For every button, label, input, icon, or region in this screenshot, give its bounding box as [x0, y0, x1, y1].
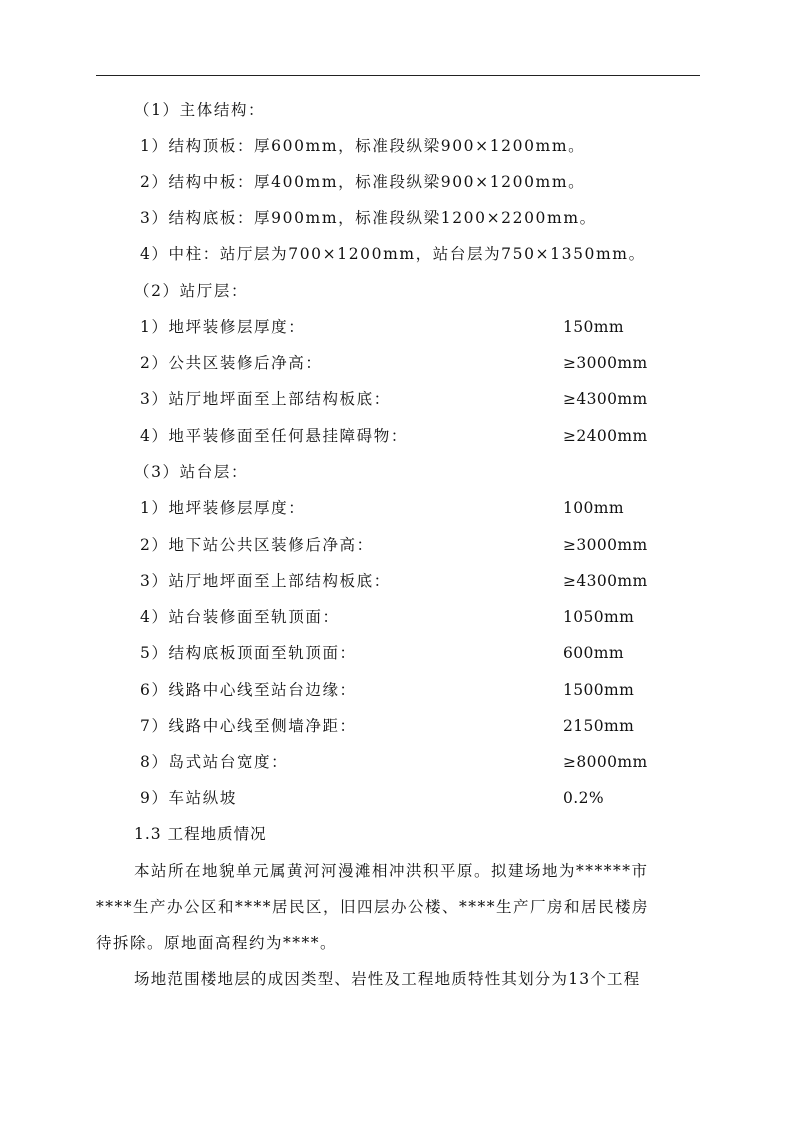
spec-label: 8）岛式站台宽度： — [140, 753, 289, 771]
spec-label: 9）车站纵坡 — [140, 789, 237, 807]
paragraph-line: 场地范围楼地层的成因类型、岩性及工程地质特性其划分为13个工程 — [134, 970, 641, 988]
list-item: 4）中柱：站厅层为700×1200mm，站台层为750×1350mm。 — [140, 245, 646, 263]
spec-label: 3）站厅地坪面至上部结构板底： — [140, 572, 391, 590]
spec-value: 2150mm — [563, 717, 635, 735]
list-item: 1）结构顶板：厚600mm，标准段纵梁900×1200mm。 — [140, 137, 586, 155]
spec-label: 1）地坪装修层厚度： — [140, 499, 306, 517]
section-heading-geology: 1.3 工程地质情况 — [134, 825, 267, 843]
section-title-concourse: （2）站厅层： — [134, 282, 249, 300]
paragraph-line: 待拆除。原地面高程约为****。 — [96, 934, 338, 952]
spec-label: 4）地平装修面至任何悬挂障碍物： — [140, 427, 408, 445]
spec-value: ≥4300mm — [563, 572, 648, 590]
spec-label: 6）线路中心线至站台边缘： — [140, 681, 357, 699]
header-rule — [96, 75, 700, 76]
spec-label: 5）结构底板顶面至轨顶面： — [140, 644, 357, 662]
paragraph-line: ****生产办公区和****居民区，旧四层办公楼、****生产厂房和居民楼房 — [96, 898, 650, 916]
spec-value: 600mm — [563, 644, 624, 662]
list-item: 2）结构中板：厚400mm，标准段纵梁900×1200mm。 — [140, 173, 586, 191]
spec-value: ≥3000mm — [563, 536, 648, 554]
spec-label: 3）站厅地坪面至上部结构板底： — [140, 390, 391, 408]
spec-label: 7）线路中心线至侧墙净距： — [140, 717, 357, 735]
spec-label: 4）站台装修面至轨顶面： — [140, 608, 340, 626]
spec-value: ≥8000mm — [563, 753, 648, 771]
spec-value: ≥3000mm — [563, 354, 648, 372]
spec-value: ≥4300mm — [563, 390, 648, 408]
spec-label: 2）地下站公共区装修后净高： — [140, 536, 374, 554]
spec-label: 1）地坪装修层厚度： — [140, 318, 306, 336]
paragraph-line: 本站所在地貌单元属黄河河漫滩相冲洪积平原。拟建场地为******市 — [134, 862, 649, 880]
spec-label: 2）公共区装修后净高： — [140, 354, 323, 372]
spec-value: 1500mm — [563, 681, 635, 699]
section-title-main-structure: （1）主体结构： — [134, 101, 266, 119]
spec-value: 0.2% — [563, 789, 604, 807]
spec-value: 150mm — [563, 318, 624, 336]
spec-value: 100mm — [563, 499, 624, 517]
section-title-platform: （3）站台层： — [134, 463, 249, 481]
spec-value: 1050mm — [563, 608, 635, 626]
list-item: 3）结构底板：厚900mm，标准段纵梁1200×2200mm。 — [140, 209, 597, 227]
spec-value: ≥2400mm — [563, 427, 648, 445]
